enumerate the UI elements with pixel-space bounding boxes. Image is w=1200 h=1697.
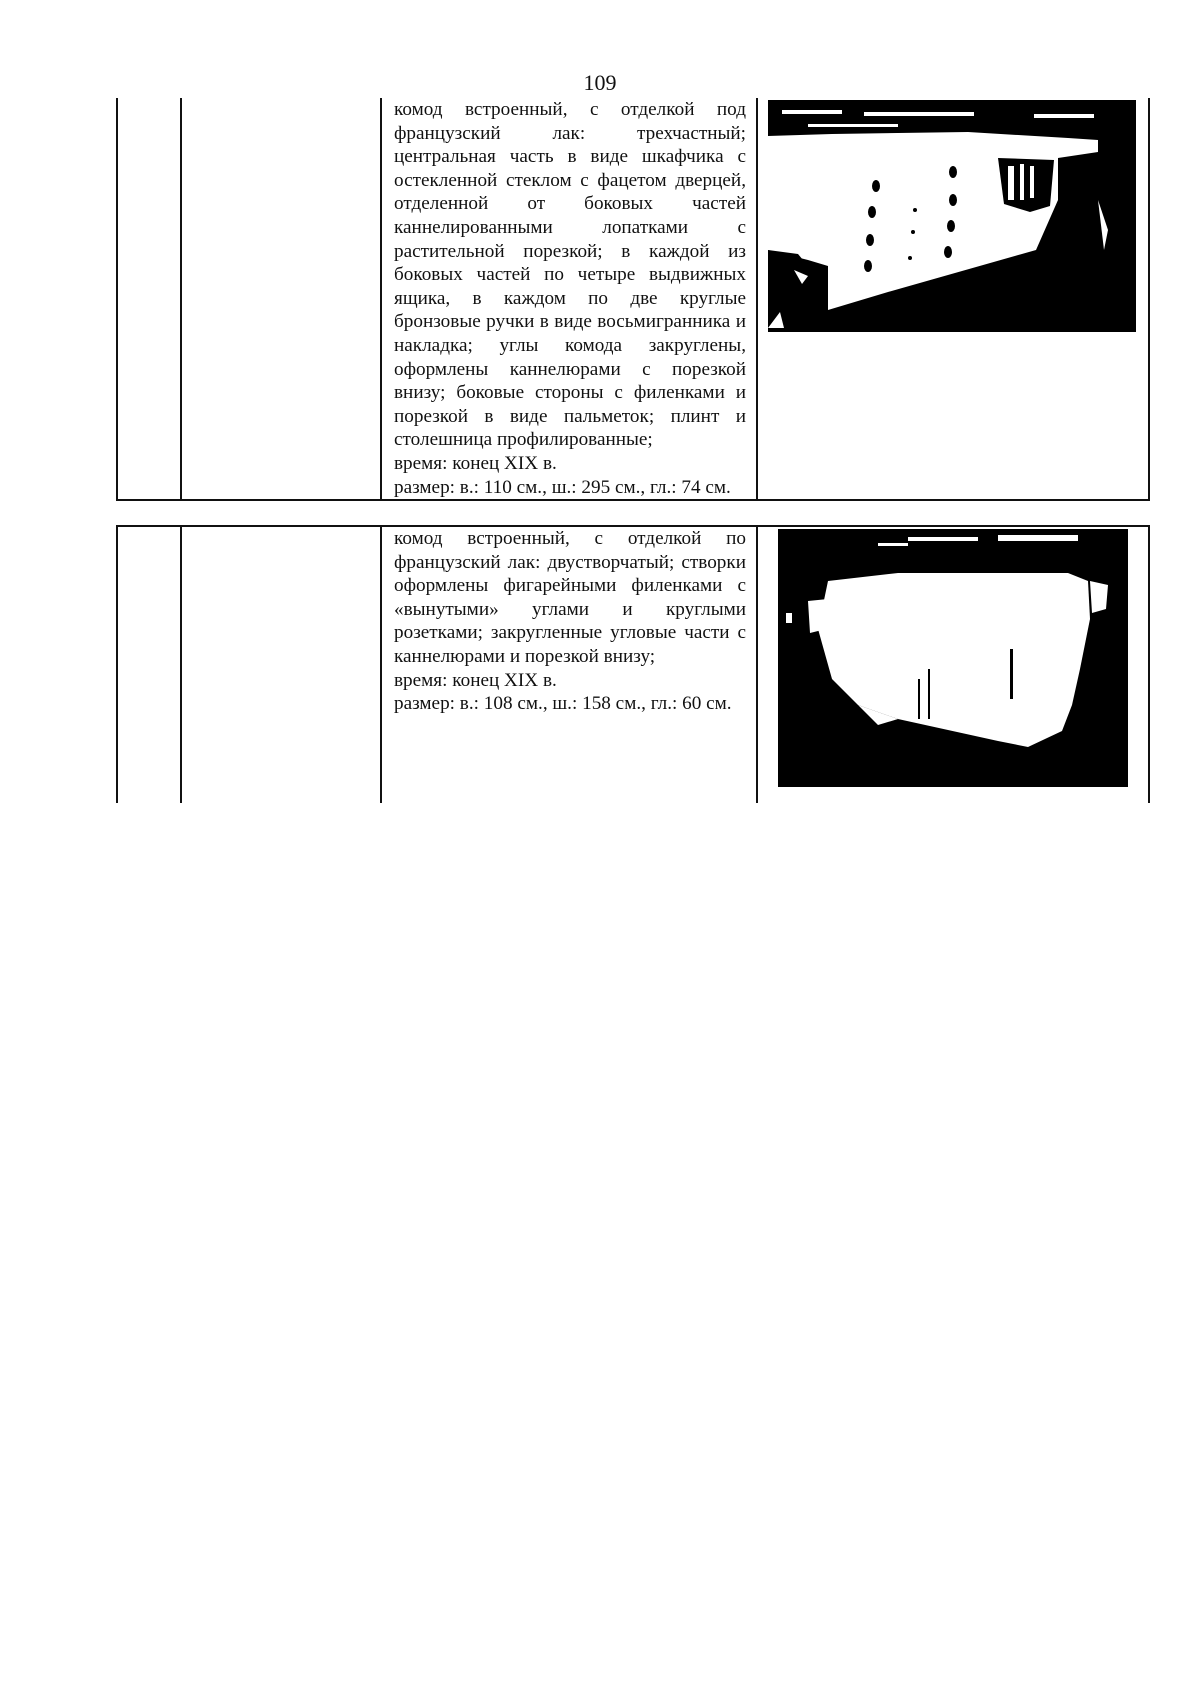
period-text: время: конец XIX в. — [394, 452, 557, 474]
description-text: комод встроенный, с отделкой по французский лак: двустворчатый; створки оформлены фигарейными филенками с «вынутыми» углами и круглыми розетками; закругленные угловые части с каннелюрами и порезкой внизу; — [394, 528, 746, 667]
inventory-table-part-2 — [116, 525, 1150, 803]
name-cell — [181, 526, 381, 803]
photo-cell — [757, 526, 1149, 803]
period-text: время: конец XIX в. — [394, 669, 557, 691]
name-cell — [181, 98, 381, 500]
dimensions-text: размер: в.: 108 см., ш.: 158 см., гл.: 60 см. — [394, 693, 732, 715]
description-text: комод встроенный, с отделкой под французский лак: трехчастный; центральная часть в виде шкафчика с остекленной стеклом с фацетом дверцей, отделенной от боковых частей каннелированными лопатками с растительной порезкой; в каждой из боковых частей по четыре выдвижных ящика, в каждом по две круглые бронзовые ручки в виде восьмигранника и накладка; углы комода закруглены, оформлены каннелюрами с порезкой внизу; боковые стороны с филенками и порезкой в виде пальметок; плинт и столешница профилированные; — [394, 99, 746, 451]
page-number: 109 — [583, 70, 617, 95]
table-row — [117, 526, 1149, 803]
dimensions-text: размер: в.: 110 см., ш.: 295 см., гл.: 74 см. — [394, 476, 731, 498]
two-door-chest-image — [778, 529, 1128, 787]
number-cell — [117, 98, 181, 500]
number-cell — [117, 526, 181, 803]
description-cell — [381, 526, 757, 803]
item-photo — [778, 529, 1128, 787]
photo-cell — [757, 98, 1149, 500]
inventory-table-part-1 — [116, 98, 1150, 501]
item-photo — [768, 100, 1136, 332]
description-cell — [381, 98, 757, 500]
item-description — [382, 527, 756, 716]
chest-of-drawers-image — [768, 100, 1136, 332]
table-row — [117, 98, 1149, 500]
item-description — [382, 98, 756, 499]
